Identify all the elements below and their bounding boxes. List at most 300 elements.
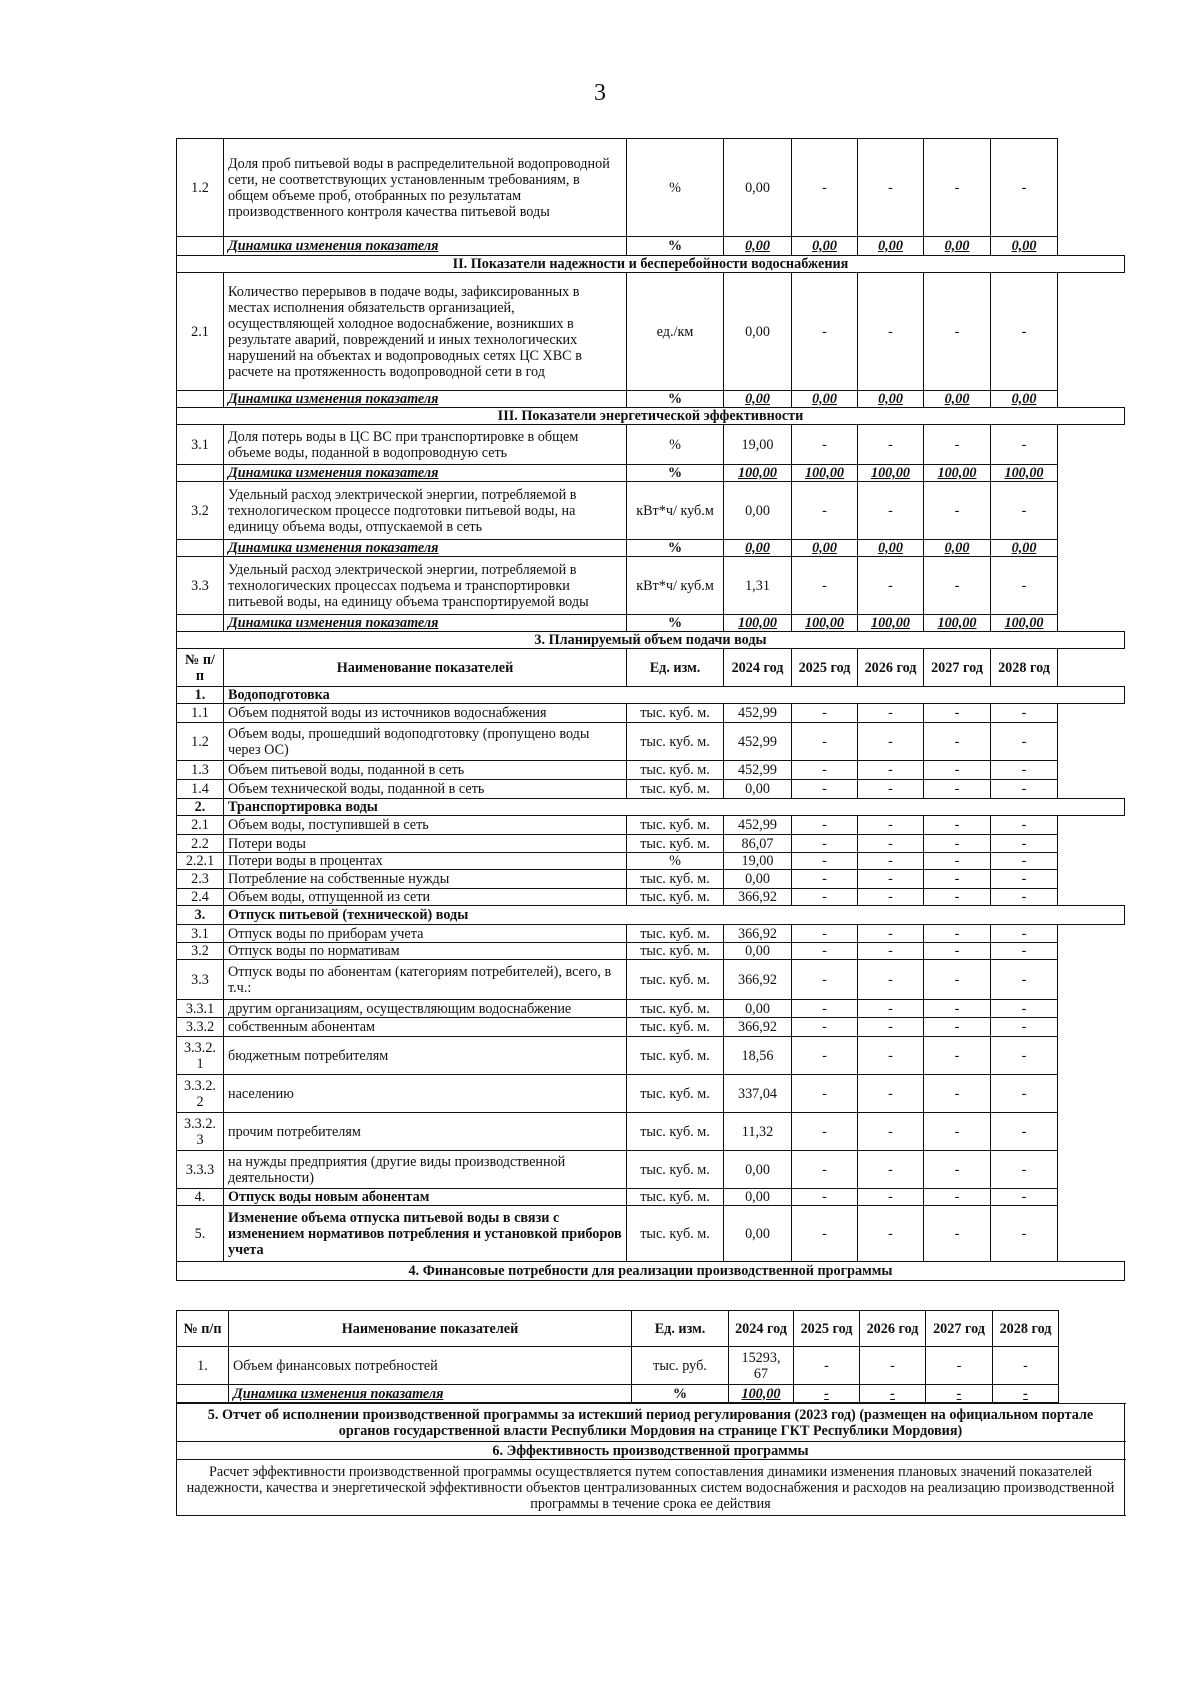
value-cell: 0,00 <box>724 943 792 960</box>
row-number: 3.1 <box>177 925 224 943</box>
table-row <box>177 687 1125 704</box>
unit-cell: тыс. куб. м. <box>627 870 724 889</box>
value-cell: - <box>991 482 1058 540</box>
value-cell: - <box>858 273 924 391</box>
section-header: 5. Отчет об исполнении производственной программы за истекший период регулирования (2023 год) (размещен на официальном портале органов государственной власти Республики Мордовия на странице ГКТ Республики Мордовия) <box>177 1404 1125 1442</box>
value-cell: - <box>792 704 858 723</box>
indicator-name: Отпуск воды по приборам учета <box>224 925 627 943</box>
value-cell: 0,00 <box>724 391 792 408</box>
value-cell: 2027 год <box>924 649 991 687</box>
row-number <box>177 615 224 632</box>
row-number: № п/п <box>177 1311 229 1347</box>
table-row <box>177 557 1125 615</box>
value-cell: 0,00 <box>724 780 792 799</box>
value-cell: - <box>792 1206 858 1262</box>
table-row <box>177 1262 1125 1281</box>
table-row <box>177 799 1125 816</box>
table-row <box>177 408 1125 425</box>
value-cell: 366,92 <box>724 889 792 906</box>
value-cell: 100,00 <box>991 615 1058 632</box>
indicator-name: Потери воды <box>224 835 627 853</box>
value-cell: 100,00 <box>724 615 792 632</box>
table-row <box>177 465 1125 482</box>
row-number: 2.2.1 <box>177 853 224 870</box>
report-efficiency-table <box>176 1403 1125 1516</box>
value-cell: - <box>991 425 1058 465</box>
value-cell: 19,00 <box>724 853 792 870</box>
row-number: 1.2 <box>177 723 224 761</box>
value-cell: - <box>924 889 991 906</box>
indicator-name: собственным абонентам <box>224 1018 627 1037</box>
value-cell: 0,00 <box>724 273 792 391</box>
value-cell: - <box>991 723 1058 761</box>
indicator-name: Динамика изменения показателя <box>224 237 627 256</box>
page-number: 3 <box>594 80 606 106</box>
table-row <box>177 704 1125 723</box>
unit-cell: тыс. куб. м. <box>627 761 724 780</box>
unit-cell: % <box>627 465 724 482</box>
value-cell: - <box>858 780 924 799</box>
table-row <box>177 1151 1125 1189</box>
value-cell: 0,00 <box>724 237 792 256</box>
value-cell: 0,00 <box>924 391 991 408</box>
value-cell: - <box>792 1189 858 1206</box>
table-row <box>177 482 1125 540</box>
row-number: 2.4 <box>177 889 224 906</box>
row-number: 3.1 <box>177 425 224 465</box>
row-number: 1.4 <box>177 780 224 799</box>
value-cell: - <box>993 1347 1059 1385</box>
value-cell: - <box>858 835 924 853</box>
value-cell: - <box>858 425 924 465</box>
indicator-name: Объем финансовых потребностей <box>229 1347 632 1385</box>
value-cell: - <box>924 425 991 465</box>
value-cell: 100,00 <box>924 465 991 482</box>
indicator-name: другим организациям, осуществляющим водоснабжение <box>224 1000 627 1018</box>
value-cell: 19,00 <box>724 425 792 465</box>
value-cell: 0,00 <box>924 540 991 557</box>
value-cell: 2028 год <box>993 1311 1059 1347</box>
table-row <box>177 835 1125 853</box>
indicator-name: Количество перерывов в подаче воды, зафиксированных в местах исполнения обязательств организацией, осуществляющей холодное водоснабжение, возникших в результате аварий, повреждений и иных технологических нарушений на объектах и водопроводных сетях ЦС ХВС в расчете на протяженность водопроводной сети в год <box>224 273 627 391</box>
value-cell: 452,99 <box>724 704 792 723</box>
value-cell: - <box>858 1189 924 1206</box>
unit-cell: тыс. куб. м. <box>627 835 724 853</box>
value-cell: - <box>858 943 924 960</box>
value-cell: - <box>924 1037 991 1075</box>
row-number: 2.2 <box>177 835 224 853</box>
unit-cell: тыс. куб. м. <box>627 704 724 723</box>
value-cell: 0,00 <box>724 870 792 889</box>
row-number: 1. <box>177 687 224 704</box>
value-cell: - <box>792 1075 858 1113</box>
indicator-name: Наименование показателей <box>229 1311 632 1347</box>
value-cell: - <box>924 761 991 780</box>
value-cell: - <box>924 723 991 761</box>
indicator-name: Изменение объема отпуска питьевой воды в связи с изменением нормативов потребления и установкой приборов учета <box>224 1206 627 1262</box>
unit-cell: тыс. куб. м. <box>627 723 724 761</box>
value-cell: - <box>792 816 858 835</box>
value-cell: - <box>858 870 924 889</box>
value-cell: - <box>858 925 924 943</box>
value-cell: 0,00 <box>724 540 792 557</box>
table-row <box>177 761 1125 780</box>
value-cell: - <box>858 761 924 780</box>
table-row <box>177 943 1125 960</box>
value-cell: 366,92 <box>724 925 792 943</box>
value-cell: - <box>792 1000 858 1018</box>
unit-cell: тыс. куб. м. <box>627 1037 724 1075</box>
value-cell: - <box>792 482 858 540</box>
value-cell: - <box>858 704 924 723</box>
unit-cell: % <box>627 853 724 870</box>
row-number: 5. <box>177 1206 224 1262</box>
value-cell: - <box>858 889 924 906</box>
value-cell: - <box>991 557 1058 615</box>
unit-cell: тыс. куб. м. <box>627 1113 724 1151</box>
value-cell: 2024 год <box>729 1311 794 1347</box>
value-cell: 0,00 <box>792 540 858 557</box>
table-row <box>177 391 1125 408</box>
value-cell: - <box>926 1347 993 1385</box>
value-cell: - <box>924 139 991 237</box>
table-row <box>177 1311 1125 1347</box>
row-number: 2. <box>177 799 224 816</box>
value-cell: - <box>858 723 924 761</box>
row-number: 2.1 <box>177 816 224 835</box>
value-cell: 11,32 <box>724 1113 792 1151</box>
value-cell: 2025 год <box>794 1311 860 1347</box>
value-cell: 100,00 <box>991 465 1058 482</box>
value-cell: 100,00 <box>924 615 991 632</box>
row-number: 3.3.2 <box>177 1018 224 1037</box>
row-number <box>177 237 224 256</box>
unit-cell: тыс. куб. м. <box>627 889 724 906</box>
indicator-name: Объем воды, отпущенной из сети <box>224 889 627 906</box>
indicator-name: Объем питьевой воды, поданной в сеть <box>224 761 627 780</box>
value-cell: - <box>924 1206 991 1262</box>
section-header: II. Показатели надежности и бесперебойности водоснабжения <box>177 256 1125 273</box>
indicator-name: Динамика изменения показателя <box>224 391 627 408</box>
value-cell: - <box>792 870 858 889</box>
value-cell: - <box>991 1000 1058 1018</box>
indicator-name: Объем воды, поступившей в сеть <box>224 816 627 835</box>
indicators-table <box>176 138 1125 1281</box>
section-header: 4. Финансовые потребности для реализации производственной программы <box>177 1262 1125 1281</box>
value-cell: - <box>860 1347 926 1385</box>
value-cell: - <box>858 1113 924 1151</box>
value-cell: 0,00 <box>858 237 924 256</box>
value-cell: 366,92 <box>724 960 792 1000</box>
unit-cell: тыс. куб. м. <box>627 943 724 960</box>
indicator-name: Доля потерь воды в ЦС ВС при транспортировке в общем объеме воды, поданной в водопроводную сеть <box>224 425 627 465</box>
unit-cell: % <box>627 237 724 256</box>
value-cell: 0,00 <box>858 391 924 408</box>
value-cell: - <box>792 723 858 761</box>
value-cell: 100,00 <box>858 615 924 632</box>
value-cell: - <box>792 1151 858 1189</box>
value-cell: - <box>991 761 1058 780</box>
indicator-name: Наименование показателей <box>224 649 627 687</box>
value-cell: 0,00 <box>792 391 858 408</box>
table-row <box>177 540 1125 557</box>
value-cell: 2025 год <box>792 649 858 687</box>
value-cell: - <box>991 1037 1058 1075</box>
value-cell: 15293, 67 <box>729 1347 794 1385</box>
value-cell: - <box>858 139 924 237</box>
value-cell: - <box>991 943 1058 960</box>
table-row <box>177 1037 1125 1075</box>
value-cell: - <box>792 835 858 853</box>
value-cell: - <box>924 557 991 615</box>
unit-cell: тыс. куб. м. <box>627 1151 724 1189</box>
value-cell: - <box>924 1151 991 1189</box>
row-number: 3.3.2. 1 <box>177 1037 224 1075</box>
value-cell: - <box>792 960 858 1000</box>
row-number: 1.1 <box>177 704 224 723</box>
value-cell: - <box>792 853 858 870</box>
value-cell: 18,56 <box>724 1037 792 1075</box>
row-number: 1.2 <box>177 139 224 237</box>
row-number: № п/п <box>177 649 224 687</box>
value-cell: - <box>991 273 1058 391</box>
value-cell: - <box>924 925 991 943</box>
unit-cell: тыс. куб. м. <box>627 1018 724 1037</box>
table-row <box>177 1018 1125 1037</box>
value-cell: 2026 год <box>860 1311 926 1347</box>
table-row <box>177 816 1125 835</box>
value-cell: - <box>858 960 924 1000</box>
value-cell: 2024 год <box>724 649 792 687</box>
value-cell: 0,00 <box>991 540 1058 557</box>
section-header: 3. Планируемый объем подачи воды <box>177 632 1125 649</box>
value-cell: 0,00 <box>858 540 924 557</box>
table-row <box>177 960 1125 1000</box>
group-title: Отпуск питьевой (технической) воды <box>224 906 1125 925</box>
value-cell: - <box>858 1000 924 1018</box>
value-cell: - <box>858 1151 924 1189</box>
value-cell: - <box>991 925 1058 943</box>
row-number <box>177 465 224 482</box>
table-row <box>177 425 1125 465</box>
table-row <box>177 1000 1125 1018</box>
table-row <box>177 237 1125 256</box>
value-cell: - <box>924 1189 991 1206</box>
table-row <box>177 780 1125 799</box>
unit-cell: тыс. куб. м. <box>627 816 724 835</box>
indicator-name: Удельный расход электрической энергии, потребляемой в технологических процессах подъема и транспортировки питьевой воды, на единицу объема транспортируемой воды <box>224 557 627 615</box>
value-cell: 100,00 <box>729 1385 794 1403</box>
indicator-name: Объем технической воды, поданной в сеть <box>224 780 627 799</box>
row-number: 4. <box>177 1189 224 1206</box>
indicator-name: Удельный расход электрической энергии, потребляемой в технологическом процессе подготовки питьевой воды, на единицу объема воды, отпускаемой в сеть <box>224 482 627 540</box>
value-cell: - <box>991 1206 1058 1262</box>
unit-cell: кВт*ч/ куб.м <box>627 557 724 615</box>
value-cell: 452,99 <box>724 816 792 835</box>
value-cell: - <box>924 780 991 799</box>
value-cell: - <box>792 273 858 391</box>
value-cell: - <box>924 853 991 870</box>
value-cell: 100,00 <box>792 465 858 482</box>
value-cell: - <box>792 889 858 906</box>
unit-cell: тыс. руб. <box>632 1347 729 1385</box>
table-row <box>177 870 1125 889</box>
table-row <box>177 615 1125 632</box>
value-cell: - <box>991 704 1058 723</box>
value-cell: 2028 год <box>991 649 1058 687</box>
table-row <box>177 1460 1125 1516</box>
indicator-name: Отпуск воды по нормативам <box>224 943 627 960</box>
unit-cell: кВт*ч/ куб.м <box>627 482 724 540</box>
unit-cell: % <box>627 425 724 465</box>
row-number: 3.3.2. 2 <box>177 1075 224 1113</box>
value-cell: - <box>991 1189 1058 1206</box>
indicator-name: Динамика изменения показателя <box>224 540 627 557</box>
indicator-name: Динамика изменения показателя <box>224 465 627 482</box>
row-number <box>177 1385 229 1403</box>
value-cell: 0,00 <box>724 139 792 237</box>
row-number: 3. <box>177 906 224 925</box>
unit-cell: Ед. изм. <box>632 1311 729 1347</box>
unit-cell: % <box>632 1385 729 1403</box>
table-row <box>177 1113 1125 1151</box>
section-header: 6. Эффективность производственной программы <box>177 1442 1125 1460</box>
value-cell: - <box>792 1037 858 1075</box>
value-cell: - <box>991 853 1058 870</box>
value-cell: - <box>991 1018 1058 1037</box>
indicator-name: бюджетным потребителям <box>224 1037 627 1075</box>
unit-cell: % <box>627 615 724 632</box>
value-cell: - <box>924 273 991 391</box>
value-cell: - <box>792 780 858 799</box>
value-cell: - <box>991 1151 1058 1189</box>
value-cell: - <box>924 835 991 853</box>
row-number: 3.3 <box>177 557 224 615</box>
value-cell: 0,00 <box>724 1151 792 1189</box>
value-cell: - <box>991 780 1058 799</box>
value-cell: - <box>792 557 858 615</box>
value-cell: - <box>924 1113 991 1151</box>
row-number: 2.3 <box>177 870 224 889</box>
value-cell: 100,00 <box>792 615 858 632</box>
value-cell: - <box>924 870 991 889</box>
value-cell: - <box>858 557 924 615</box>
value-cell: - <box>993 1385 1059 1403</box>
indicator-name: Отпуск воды по абонентам (категориям потребителей), всего, в т.ч.: <box>224 960 627 1000</box>
indicator-name: Доля проб питьевой воды в распределительной водопроводной сети, не соответствующих установленным требованиям, в общем объеме проб, отобранных по результатам производственного контроля качества питьевой воды <box>224 139 627 237</box>
value-cell: - <box>794 1347 860 1385</box>
value-cell: - <box>926 1385 993 1403</box>
value-cell: - <box>924 943 991 960</box>
table-row <box>177 632 1125 649</box>
value-cell: 100,00 <box>858 465 924 482</box>
value-cell: - <box>792 425 858 465</box>
row-number: 3.3 <box>177 960 224 1000</box>
table-row <box>177 1189 1125 1206</box>
efficiency-text: Расчет эффективности производственной программы осуществляется путем сопоставления динамики изменения плановых значений показателей надежности, качества и энергетической эффективности объектов централизованных систем водоснабжения и расходов на реализацию производственной программы в течение срока ее действия <box>177 1460 1125 1516</box>
value-cell: - <box>924 482 991 540</box>
row-number: 3.2 <box>177 482 224 540</box>
unit-cell: тыс. куб. м. <box>627 1206 724 1262</box>
value-cell: 452,99 <box>724 761 792 780</box>
value-cell: 0,00 <box>724 1206 792 1262</box>
indicator-name: Динамика изменения показателя <box>229 1385 632 1403</box>
table-row <box>177 139 1125 237</box>
value-cell: - <box>792 1018 858 1037</box>
value-cell: 452,99 <box>724 723 792 761</box>
value-cell: - <box>991 139 1058 237</box>
unit-cell: тыс. куб. м. <box>627 1075 724 1113</box>
row-number <box>177 391 224 408</box>
row-number: 3.3.3 <box>177 1151 224 1189</box>
indicator-name: Потери воды в процентах <box>224 853 627 870</box>
value-cell: - <box>792 1113 858 1151</box>
indicator-name: населению <box>224 1075 627 1113</box>
value-cell: 2027 год <box>926 1311 993 1347</box>
indicator-name: Потребление на собственные нужды <box>224 870 627 889</box>
value-cell: 366,92 <box>724 1018 792 1037</box>
value-cell: - <box>991 889 1058 906</box>
table-row <box>177 256 1125 273</box>
unit-cell: тыс. куб. м. <box>627 1000 724 1018</box>
value-cell: - <box>860 1385 926 1403</box>
indicator-name: Отпуск воды новым абонентам <box>224 1189 627 1206</box>
table-row <box>177 723 1125 761</box>
indicator-name: Объем воды, прошедший водоподготовку (пропущено воды через ОС) <box>224 723 627 761</box>
row-number <box>177 540 224 557</box>
section-header: III. Показатели энергетической эффективности <box>177 408 1125 425</box>
table-row <box>177 1347 1125 1385</box>
value-cell: - <box>794 1385 860 1403</box>
unit-cell: ед./км <box>627 273 724 391</box>
value-cell: - <box>858 1206 924 1262</box>
value-cell: 337,04 <box>724 1075 792 1113</box>
value-cell: 0,00 <box>991 391 1058 408</box>
table-row <box>177 1385 1125 1403</box>
unit-cell: тыс. куб. м. <box>627 1189 724 1206</box>
value-cell: 1,31 <box>724 557 792 615</box>
row-number: 3.3.2. 3 <box>177 1113 224 1151</box>
unit-cell: % <box>627 540 724 557</box>
unit-cell: % <box>627 391 724 408</box>
group-title: Водоподготовка <box>224 687 1125 704</box>
table-row <box>177 1442 1125 1460</box>
unit-cell: тыс. куб. м. <box>627 925 724 943</box>
indicator-name: прочим потребителям <box>224 1113 627 1151</box>
value-cell: - <box>991 960 1058 1000</box>
value-cell: - <box>858 1075 924 1113</box>
unit-cell: тыс. куб. м. <box>627 960 724 1000</box>
value-cell: - <box>792 761 858 780</box>
table-row <box>177 853 1125 870</box>
table-row <box>177 906 1125 925</box>
row-number: 3.2 <box>177 943 224 960</box>
value-cell: 0,00 <box>724 482 792 540</box>
table-row <box>177 1075 1125 1113</box>
row-number: 1.3 <box>177 761 224 780</box>
value-cell: 86,07 <box>724 835 792 853</box>
table-row <box>177 649 1125 687</box>
value-cell: 0,00 <box>792 237 858 256</box>
value-cell: - <box>924 816 991 835</box>
value-cell: 0,00 <box>924 237 991 256</box>
table-row <box>177 1404 1125 1442</box>
table-row <box>177 273 1125 391</box>
value-cell: - <box>792 139 858 237</box>
value-cell: - <box>924 1000 991 1018</box>
value-cell: 0,00 <box>991 237 1058 256</box>
value-cell: - <box>858 1018 924 1037</box>
